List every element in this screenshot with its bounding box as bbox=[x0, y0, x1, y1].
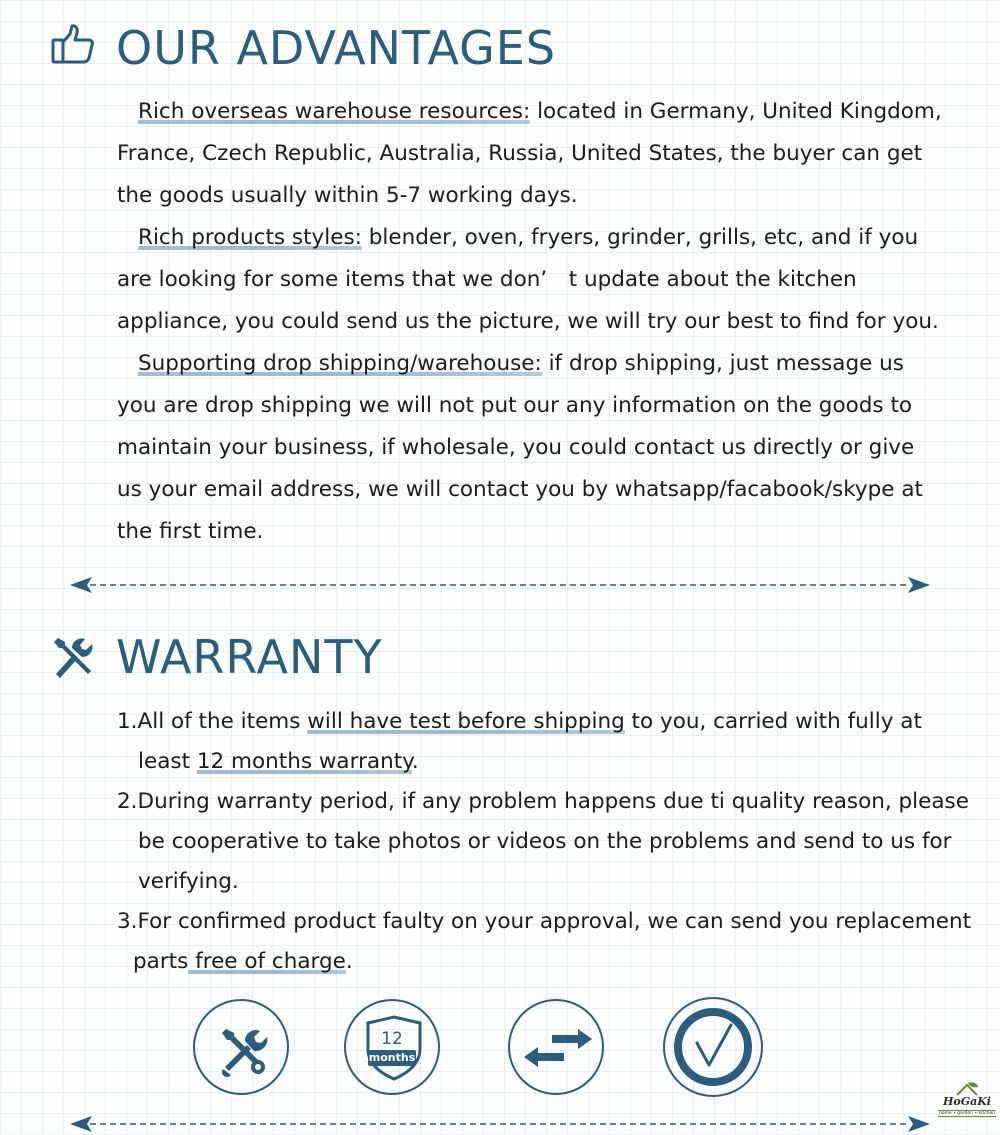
warranty-item-2: 2.During warranty period, if any problem happens due ti quality reason, please bbox=[117, 789, 969, 814]
check-badge bbox=[663, 997, 763, 1097]
wrench-screwdriver-icon bbox=[50, 636, 96, 678]
advantage-item-styles: Rich products styles: blender, oven, fryers, grinder, grills, etc, and if you bbox=[138, 225, 919, 250]
warranty-title: WARRANTY bbox=[116, 630, 383, 684]
brand-logo bbox=[938, 1081, 996, 1121]
advantage-label: Rich products styles: bbox=[138, 225, 362, 250]
logo-tagline: home • garden • kitchen bbox=[938, 1111, 996, 1116]
shield-icon bbox=[346, 1001, 442, 1097]
warranty-item-3: 3.For confirmed product faulty on your approval, we can send you replacement bbox=[117, 909, 972, 934]
warranty-badge-unit: months bbox=[368, 1051, 416, 1064]
advantage-item-warehouse: Rich overseas warehouse resources: located in Germany, United Kingdom, bbox=[138, 99, 942, 124]
advantages-text: Rich overseas warehouse resources: located in Germany, United Kingdom, France, Czech Republic, Australia, Russia, United States, the buyer can get the goods usually within 5-7 working days. Rich products styles: blender, oven, fryers, grinder, grills, etc, and if you are looking for some items that we don’ t update about the kitchen appliance, you could send us the picture, we will try our best to find for you. Supporting drop shipping/warehouse: if drop shipping, just message us you are drop shipping we will not put our any information on the goods to maintain your business, if wholesale, you could contact us directly or give us your email address, we will contact you by whatsapp/facabook/skype at the first time. bbox=[117, 91, 957, 553]
logo-text: HoGaKi bbox=[943, 1095, 991, 1108]
advantage-label: Rich overseas warehouse resources: bbox=[138, 99, 531, 124]
tools-icon bbox=[195, 1001, 291, 1097]
warranty-text: 1.All of the items will have test before shipping to you, carried with fully at least 12 months warranty. 2.During warranty period, if any problem happens due ti quality reason, please be cooperative to take photos or videos on the problems and send to us for verifying. 3.For confirmed product faulty on your approval, we can send you replacement parts free of charge. bbox=[117, 702, 957, 982]
section-divider bbox=[68, 575, 932, 595]
exchange-badge bbox=[508, 999, 604, 1095]
tools-badge bbox=[193, 999, 289, 1095]
warranty-badge bbox=[344, 999, 440, 1095]
warranty-item-1: 1.All of the items will have test before shipping to you, carried with fully at bbox=[117, 709, 922, 734]
checkmark-icon bbox=[665, 999, 765, 1099]
warranty-badge-number: 12 bbox=[381, 1029, 403, 1049]
section-divider bbox=[68, 1114, 932, 1134]
advantage-item-dropship: Supporting drop shipping/warehouse: if drop shipping, just message us bbox=[138, 351, 904, 376]
thumbs-up-icon bbox=[50, 22, 96, 66]
advantage-label: Supporting drop shipping/warehouse: bbox=[138, 351, 542, 376]
advantages-title: OUR ADVANTAGES bbox=[116, 21, 557, 75]
exchange-arrows-icon bbox=[510, 1001, 606, 1097]
